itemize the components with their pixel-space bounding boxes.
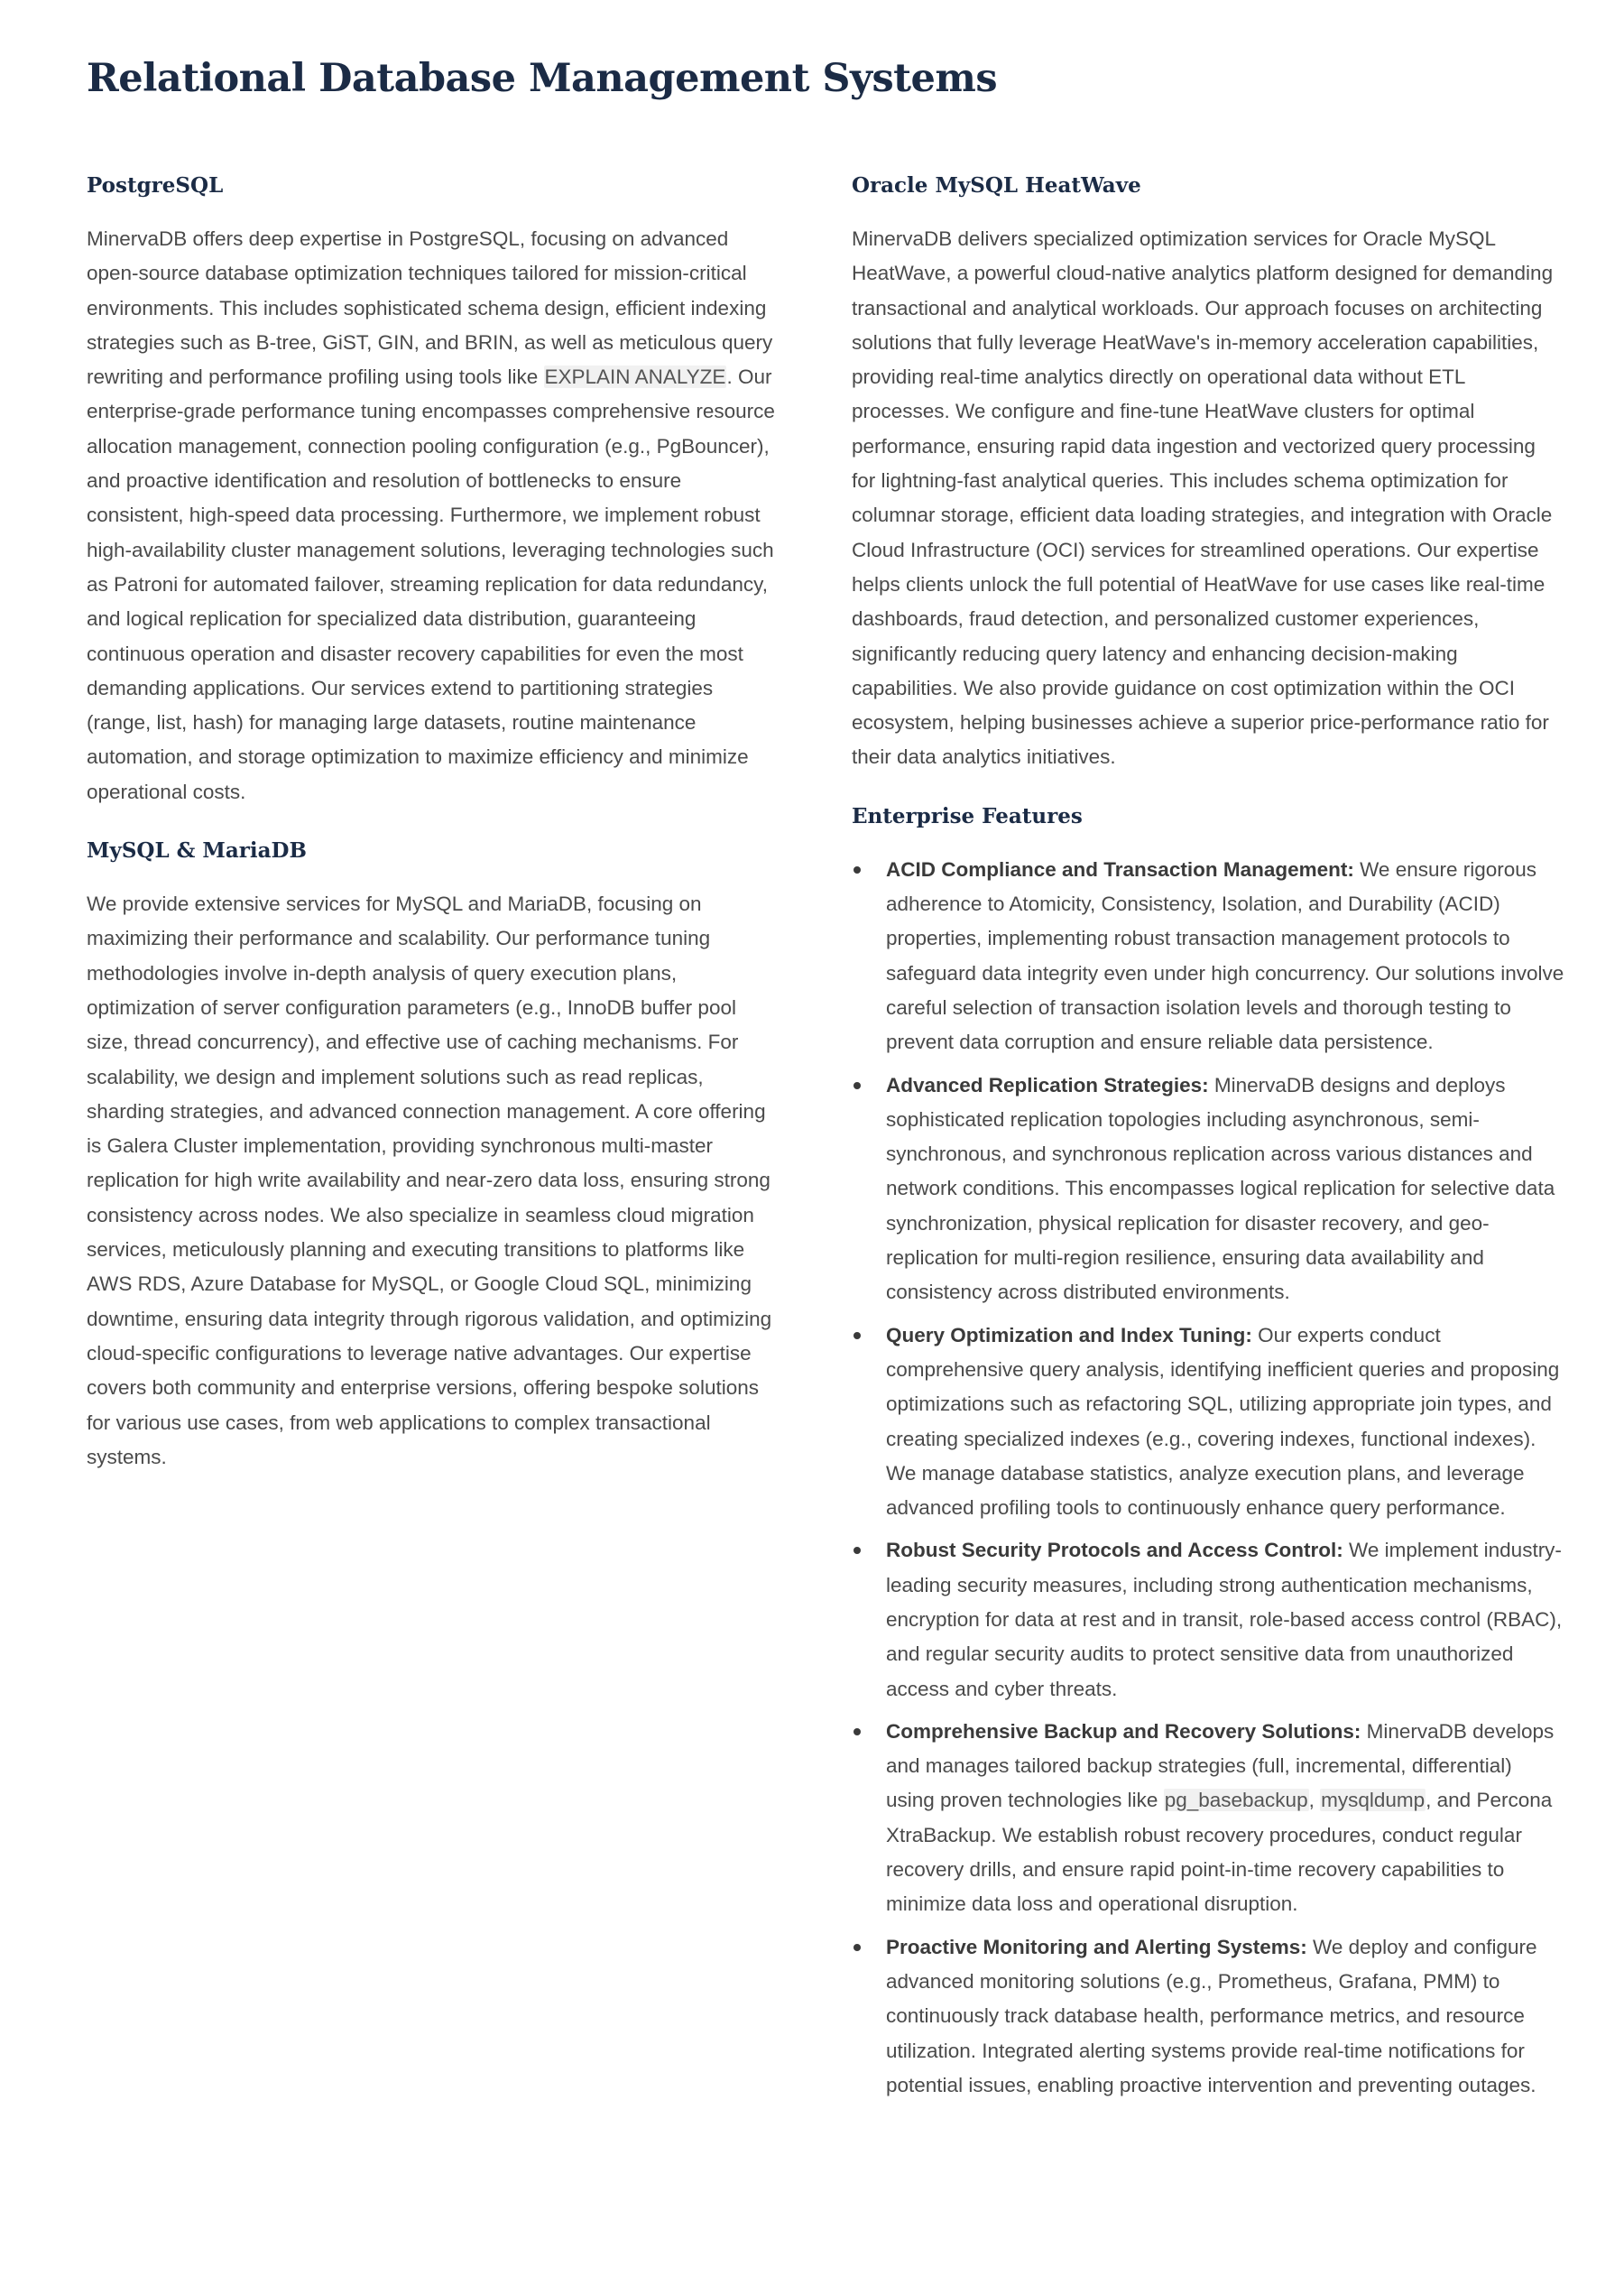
section-body-postgresql [87, 222, 781, 810]
feature-title: Proactive Monitoring and Alerting Systems: [886, 1935, 1307, 1958]
bullet-icon [854, 866, 861, 874]
bullet-icon [854, 1082, 861, 1089]
feature-text: We ensure rigorous adherence to Atomicity, Consistency, Isolation, and Durability (ACID) properties, implementing robust transaction management protocols to safeguard data integrity even under high concurrency. Our solutions involve careful selection of transaction isolation levels and thorough testing to prevent data corruption and ensure reliable data persistence. [886, 857, 1564, 1054]
section-postgresql [87, 170, 781, 810]
feature-title: Robust Security Protocols and Access Control: [886, 1539, 1343, 1562]
feature-item-security [852, 1533, 1564, 1706]
bullet-icon [854, 1332, 861, 1339]
feature-title: Query Optimization and Index Tuning: [886, 1323, 1252, 1346]
left-column [87, 170, 781, 1500]
feature-item-replication [852, 1069, 1564, 1310]
separator-text: , [1308, 1789, 1321, 1812]
bullet-icon [854, 1547, 861, 1554]
feature-title: ACID Compliance and Transaction Management: [886, 857, 1354, 881]
section-mysql-mariadb [87, 835, 781, 1475]
feature-text: We deploy and configure advanced monitoring solutions (e.g., Prometheus, Grafana, PMM) to continuously track database health, performance metrics, and resource utilization. Integrated alerting systems provide real-time notifications for potential issues, enabling proactive intervention and preventing outages. [886, 1935, 1537, 2096]
inline-code-explain-analyze: EXPLAIN ANALYZE [544, 365, 726, 389]
feature-list [852, 853, 1564, 2103]
section-body-heatwave: MinervaDB delivers specialized optimization services for Oracle MySQL HeatWave, a powerful cloud-native analytics platform designed for demanding transactional and analytical workloads. Our approach focuses on architecting solutions that fully leverage HeatWave's in-memory acceleration capabilities, providing real-time analytics directly on operational data without ETL processes. We configure and fine-tune HeatWave clusters for optimal performance, ensuring rapid data ingestion and vectorized query processing for lightning-fast analytical queries. This includes schema optimization for columnar storage, efficient data loading strategies, and integration with Oracle Cloud Infrastructure (OCI) services for streamlined operations. Our expertise helps clients unlock the full potential of HeatWave for use cases like real-time dashboards, fraud detection, and personalized customer experiences, significantly reducing query latency and enhancing decision-making capabilities. We also provide guidance on cost optimization within the OCI ecosystem, helping businesses achieve a superior price-performance ratio for their data analytics initiatives. [852, 227, 1554, 769]
section-heading-mysql-mariadb: MySQL & MariaDB [87, 838, 307, 864]
section-heatwave [852, 170, 1564, 775]
bullet-icon [854, 1728, 861, 1735]
bullet-icon [854, 1944, 861, 1951]
feature-text: , and Percona XtraBackup. We establish robust recovery procedures, conduct regular recovery drills, and ensure rapid point-in-time recovery capabilities to minimize data loss and operational disruption. [886, 1789, 1553, 1916]
feature-text: MinervaDB develops and manages tailored backup strategies (full, incremental, differential) using proven technologies like [886, 1719, 1555, 1812]
feature-title: Advanced Replication Strategies: [886, 1073, 1209, 1096]
section-heading-enterprise-features: Enterprise Features [852, 803, 1083, 828]
feature-text: MinervaDB designs and deploys sophisticated replication topologies including asynchronous, semi-synchronous, and synchronous replication across various distances and network conditions. This encompasses logical replication for selective data synchronization, physical replication for disaster recovery, and geo-replication for multi-region resilience, ensuring data availability and consistency across distributed environments. [886, 1073, 1555, 1304]
feature-title: Comprehensive Backup and Recovery Solutions: [886, 1719, 1361, 1743]
feature-item-monitoring [852, 1930, 1564, 2103]
section-heading-postgresql: PostgreSQL [87, 173, 224, 198]
section-heading-heatwave: Oracle MySQL HeatWave [852, 173, 1141, 198]
inline-code-pg-basebackup: pg_basebackup [1164, 1789, 1308, 1812]
feature-text: Our experts conduct comprehensive query analysis, identifying inefficient queries and proposing optimizations such as refactoring SQL, utilizing appropriate join types, and creating specialized indexes (e.g., covering indexes, functional indexes). We manage database statistics, analyze execution plans, and leverage advanced profiling tools to continuously enhance query performance. [886, 1323, 1560, 1520]
right-column [852, 170, 1564, 2111]
feature-item-query-optimization [852, 1318, 1564, 1526]
feature-item-acid [852, 853, 1564, 1060]
section-body-mysql-mariadb: We provide extensive services for MySQL and MariaDB, focusing on maximizing their performance and scalability. Our performance tuning methodologies involve in-depth analysis of query execution plans, optimization of server configuration parameters (e.g., InnoDB buffer pool size, thread concurrency), and effective use of caching mechanisms. For scalability, we design and implement solutions such as read replicas, sharding strategies, and advanced connection management. A core offering is Galera Cluster implementation, providing synchronous multi-master replication for high write availability and near-zero data loss, ensuring strong consistency across nodes. We also specialize in seamless cloud migration services, meticulously planning and executing transitions to platforms like AWS RDS, Azure Database for MySQL, or Google Cloud SQL, minimizing downtime, ensuring data integrity through rigorous validation, and optimizing cloud-specific configurations to leverage native advantages. Our expertise covers both community and enterprise versions, offering bespoke solutions for various use cases, from web applications to complex transactional systems. [87, 893, 772, 1468]
section-enterprise-features [852, 800, 1564, 2103]
feature-item-backup [852, 1715, 1564, 1922]
inline-code-mysqldump: mysqldump [1321, 1789, 1426, 1812]
feature-text: We implement industry-leading security measures, including strong authentication mechanisms, encryption for data at rest and in transit, role-based access control (RBAC), and regular security audits to protect sensitive data from unauthorized access and cyber threats. [886, 1539, 1563, 1700]
body-text: . Our enterprise-grade performance tuning encompasses comprehensive resource allocation management, connection pooling configuration (e.g., PgBouncer), and proactive identification and resolution of bottlenecks to ensure consistent, high-speed data processing. Furthermore, we implement robust high-availability cluster management solutions, leveraging technologies such as Patroni for automated failover, streaming replication for data redundancy, and logical replication for specialized data distribution, guaranteeing continuous operation and disaster recovery capabilities for even the most demanding applications. Our services extend to partitioning strategies (range, list, hash) for managing large datasets, routine maintenance automation, and storage optimization to maximize efficiency and minimize operational costs. [87, 365, 775, 803]
body-text: MinervaDB offers deep expertise in PostgreSQL, focusing on advanced open-source database optimization techniques tailored for mission-critical environments. This includes sophisticated schema design, efficient indexing strategies such as B-tree, GiST, GIN, and BRIN, as well as meticulous query rewriting and performance profiling using tools like [87, 227, 773, 389]
page-title: Relational Database Management Systems [87, 56, 998, 101]
